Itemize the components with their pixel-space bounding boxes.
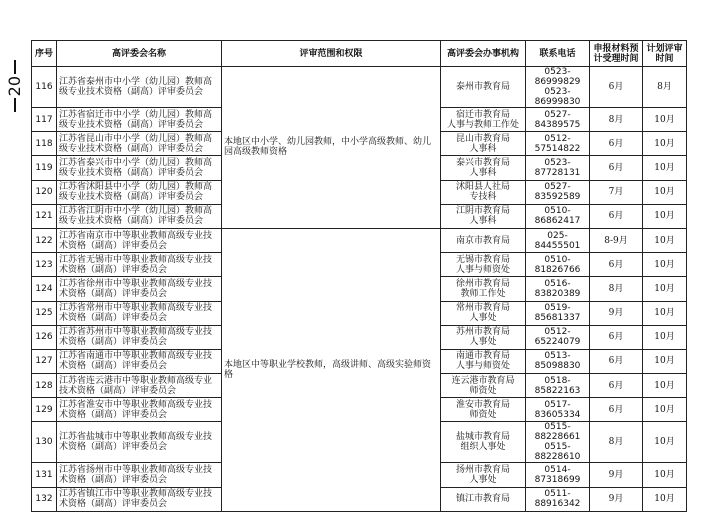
row-index: 129 xyxy=(32,398,57,422)
contact-phone xyxy=(526,349,590,373)
office-name-line: 人事科 xyxy=(469,143,497,154)
committee-name: 江苏省淮安市中等职业教师高级专业技术资格（副高）评审委员会 xyxy=(57,398,222,422)
contact-phone xyxy=(526,253,590,277)
office-name-line: 人事处 xyxy=(469,313,497,324)
review-month: 10月 xyxy=(643,277,687,301)
committee-name: 江苏省宿迁市中小学（幼儿园）教师高级专业技术资格（副高）评审委员会 xyxy=(57,108,222,132)
office-name-line: 组织人事处 xyxy=(460,442,506,453)
row-index: 126 xyxy=(32,325,57,349)
review-month: 10月 xyxy=(643,156,687,180)
office-name-line: 扬州市教育局 xyxy=(455,465,510,476)
row-index: 124 xyxy=(32,277,57,301)
review-month: 10月 xyxy=(643,422,687,463)
header-tel: 联系电话 xyxy=(526,41,590,67)
table-row xyxy=(32,228,687,252)
submit-month: 6月 xyxy=(590,204,643,228)
review-month: 10月 xyxy=(643,463,687,487)
contact-phone-line: 0510-81826766 xyxy=(534,254,581,275)
office-name-line: 江阴市教育局 xyxy=(455,206,510,217)
office-name xyxy=(441,349,526,373)
row-index: 127 xyxy=(32,349,57,373)
contact-phone xyxy=(526,374,590,398)
office-name xyxy=(441,204,526,228)
submit-month: 6月 xyxy=(590,253,643,277)
row-index: 119 xyxy=(32,156,57,180)
committee-name: 江苏省南京市中等职业教师高级专业技术资格（副高）评审委员会 xyxy=(57,228,222,252)
office-name xyxy=(441,108,526,132)
submit-month: 7月 xyxy=(590,180,643,204)
office-name xyxy=(441,463,526,487)
office-name xyxy=(441,67,526,108)
header-org: 高评委会办事机构 xyxy=(441,41,526,67)
committee-name: 江苏省泰兴市中小学（幼儿园）教师高级专业技术资格（副高）评审委员会 xyxy=(57,156,222,180)
header-name: 高评委会名称 xyxy=(57,41,222,67)
office-name-line: 徐州市教育局 xyxy=(455,278,510,289)
office-name-line: 专技科 xyxy=(469,192,497,203)
contact-phone-line: 0511-88916342 xyxy=(534,489,581,510)
office-name-line: 人事与教师工作处 xyxy=(446,119,519,130)
review-month: 10月 xyxy=(643,108,687,132)
review-month: 10月 xyxy=(643,325,687,349)
office-name-line: 宿迁市教育局 xyxy=(455,109,510,120)
row-index: 130 xyxy=(32,422,57,463)
office-name-line: 师资处 xyxy=(469,409,497,420)
row-index: 128 xyxy=(32,374,57,398)
row-index: 116 xyxy=(32,67,57,108)
office-name-line: 常州市教育局 xyxy=(455,303,510,314)
submit-month: 8月 xyxy=(590,277,643,301)
review-scope: 本地区中等职业学校教师，高级讲师、高级实验师资格 xyxy=(222,228,441,511)
office-name-line: 连云港市教育局 xyxy=(451,375,515,386)
table-header-row xyxy=(32,41,687,67)
contact-phone-line: 0513-85098830 xyxy=(534,351,581,372)
row-index: 120 xyxy=(32,180,57,204)
table-body xyxy=(32,67,687,512)
committee-name: 江苏省无锡市中等职业教师高级专业技术资格（副高）评审委员会 xyxy=(57,253,222,277)
office-name xyxy=(441,374,526,398)
office-name-line: 人事科 xyxy=(469,216,497,227)
submit-month: 9月 xyxy=(590,487,643,511)
review-month: 10月 xyxy=(643,374,687,398)
contact-phone xyxy=(526,487,590,511)
contact-phone xyxy=(526,180,590,204)
office-name-line: 镇江市教育局 xyxy=(455,494,510,505)
header-idx: 序号 xyxy=(32,41,57,67)
submit-month: 8-9月 xyxy=(590,228,643,252)
header-review: 计划评审时间 xyxy=(643,41,687,67)
office-name-line: 人事科 xyxy=(469,167,497,178)
office-name-line: 沭阳县人社局 xyxy=(455,182,510,193)
row-index: 123 xyxy=(32,253,57,277)
contact-phone-line: 0519-85681337 xyxy=(534,303,581,324)
committee-name: 江苏省盐城市中等职业教师高级专业技术资格（副高）评审委员会 xyxy=(57,422,222,463)
contact-phone-line: 0512-65224079 xyxy=(534,327,581,348)
contact-phone xyxy=(526,156,590,180)
review-scope: 本地区中小学、幼儿园教师，中小学高级教师、幼儿园高级教师资格 xyxy=(222,67,441,229)
contact-phone-line: 0516-83820389 xyxy=(534,278,581,299)
committee-name: 江苏省常州市中等职业教师高级专业技术资格（副高）评审委员会 xyxy=(57,301,222,325)
row-index: 131 xyxy=(32,463,57,487)
page-number xyxy=(6,58,24,114)
submit-month: 6月 xyxy=(590,132,643,156)
submit-month: 6月 xyxy=(590,325,643,349)
committee-name: 江苏省扬州市中等职业教师高级专业技术资格（副高）评审委员会 xyxy=(57,463,222,487)
office-name-line: 人事处 xyxy=(469,475,497,486)
submit-month: 8月 xyxy=(590,108,643,132)
row-index: 125 xyxy=(32,301,57,325)
office-name xyxy=(441,422,526,463)
review-month: 10月 xyxy=(643,132,687,156)
row-index: 122 xyxy=(32,228,57,252)
committee-name: 江苏省泰州市中小学（幼儿园）教师高级专业技术资格（副高）评审委员会 xyxy=(57,67,222,108)
contact-phone xyxy=(526,132,590,156)
contact-phone-line: 0515-88228610 xyxy=(534,442,581,463)
review-month: 10月 xyxy=(643,398,687,422)
header-submit: 申报材料预计受理时间 xyxy=(590,41,643,67)
contact-phone-line: 025-84455501 xyxy=(534,230,581,251)
committee-name: 江苏省苏州市中等职业教师高级专业技术资格（副高）评审委员会 xyxy=(57,325,222,349)
office-name xyxy=(441,487,526,511)
review-month: 10月 xyxy=(643,253,687,277)
row-index: 118 xyxy=(32,132,57,156)
office-name xyxy=(441,132,526,156)
committee-name: 江苏省南通市中等职业教师高级专业技术资格（副高）评审委员会 xyxy=(57,349,222,373)
office-name xyxy=(441,301,526,325)
review-month: 10月 xyxy=(643,301,687,325)
office-name-line: 教师工作处 xyxy=(460,288,506,299)
review-month: 10月 xyxy=(643,349,687,373)
committee-name: 江苏省昆山市中小学（幼儿园）教师高级专业技术资格（副高）评审委员会 xyxy=(57,132,222,156)
office-name-line: 淮安市教育局 xyxy=(455,399,510,410)
page-number-text: 20 xyxy=(5,76,24,97)
contact-phone-line: 0517-83605334 xyxy=(534,399,581,420)
office-name xyxy=(441,325,526,349)
office-name-line: 泰兴市教育局 xyxy=(455,157,510,168)
office-name-line: 人事与师资处 xyxy=(455,361,510,372)
committee-name: 江苏省沭阳县中小学（幼儿园）教师高级专业技术资格（副高）评审委员会 xyxy=(57,180,222,204)
contact-phone xyxy=(526,398,590,422)
office-name xyxy=(441,228,526,252)
submit-month: 8月 xyxy=(590,422,643,463)
committee-name: 江苏省徐州市中等职业教师高级专业技术资格（副高）评审委员会 xyxy=(57,277,222,301)
submit-month: 6月 xyxy=(590,67,643,108)
office-name-line: 泰州市教育局 xyxy=(455,82,510,92)
contact-phone xyxy=(526,422,590,463)
review-month: 10月 xyxy=(643,180,687,204)
office-name-line: 师资处 xyxy=(469,385,497,396)
row-index: 132 xyxy=(32,487,57,511)
office-name-line: 人事与师资处 xyxy=(455,264,510,275)
contact-phone-line: 0514-87318699 xyxy=(534,465,581,486)
contact-phone xyxy=(526,277,590,301)
contact-phone-line: 0510-86862417 xyxy=(534,206,581,227)
page-number-dash-bottom xyxy=(14,98,16,112)
committee-name: 江苏省镇江市中等职业教师高级专业技术资格（副高）评审委员会 xyxy=(57,487,222,511)
contact-phone xyxy=(526,463,590,487)
submit-month: 9月 xyxy=(590,463,643,487)
table-row xyxy=(32,67,687,108)
committee-name: 江苏省连云港市中等职业教师高级专业技术资格（副高）评审委员会 xyxy=(57,374,222,398)
contact-phone-line: 0527-83592589 xyxy=(534,182,581,203)
office-name-line: 人事处 xyxy=(469,337,497,348)
contact-phone xyxy=(526,108,590,132)
submit-month: 6月 xyxy=(590,349,643,373)
committee-table xyxy=(31,40,687,512)
page-number-dash-top xyxy=(14,60,16,74)
office-name-line: 昆山市教育局 xyxy=(455,133,510,144)
contact-phone xyxy=(526,204,590,228)
office-name-line: 苏州市教育局 xyxy=(455,327,510,338)
row-index: 121 xyxy=(32,204,57,228)
review-month: 10月 xyxy=(643,228,687,252)
review-month: 10月 xyxy=(643,487,687,511)
contact-phone xyxy=(526,228,590,252)
office-name-line: 盐城市教育局 xyxy=(455,432,510,443)
contact-phone xyxy=(526,301,590,325)
submit-month: 6月 xyxy=(590,398,643,422)
submit-month: 6月 xyxy=(590,374,643,398)
review-month: 8月 xyxy=(643,67,687,108)
office-name xyxy=(441,253,526,277)
contact-phone-line: 0523-86999829 xyxy=(534,67,581,87)
contact-phone-line: 0523-87728131 xyxy=(534,157,581,178)
office-name-line: 南通市教育局 xyxy=(455,351,510,362)
submit-month: 6月 xyxy=(590,156,643,180)
office-name xyxy=(441,398,526,422)
header-scope: 评审范围和权限 xyxy=(222,41,441,67)
contact-phone xyxy=(526,325,590,349)
office-name xyxy=(441,156,526,180)
contact-phone-line: 0523-86999830 xyxy=(534,87,581,107)
contact-phone-line: 0527-84389575 xyxy=(534,109,581,130)
contact-phone-line: 0518-85822163 xyxy=(534,375,581,396)
submit-month: 9月 xyxy=(590,301,643,325)
review-month: 10月 xyxy=(643,204,687,228)
office-name xyxy=(441,180,526,204)
office-name-line: 无锡市教育局 xyxy=(455,254,510,265)
contact-phone xyxy=(526,67,590,108)
office-name xyxy=(441,277,526,301)
contact-phone-line: 0515-88228661 xyxy=(534,422,581,443)
row-index: 117 xyxy=(32,108,57,132)
contact-phone-line: 0512-57514822 xyxy=(534,133,581,154)
office-name-line: 南京市教育局 xyxy=(455,235,510,246)
committee-name: 江苏省江阴市中小学（幼儿园）教师高级专业技术资格（副高）评审委员会 xyxy=(57,204,222,228)
